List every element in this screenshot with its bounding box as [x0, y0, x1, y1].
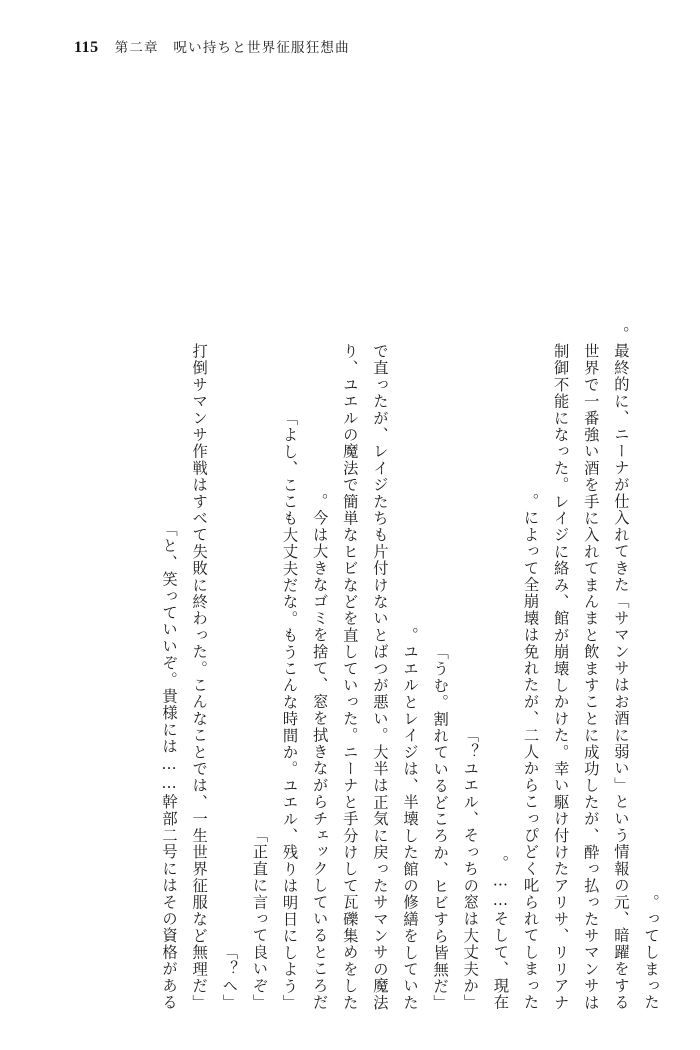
page-body	[34, 66, 666, 1018]
paragraph-line: によって全崩壊は免れたが、二人からこっぴどく叱られてしまった。	[521, 493, 540, 1011]
chapter-title: 第二章 呪い持ちと世界征服狂想曲	[114, 40, 350, 55]
paragraph-line: 今は大きなゴミを捨て、窓を拭きながらチェックしているところだ。	[310, 493, 329, 1011]
page-number: 115	[74, 39, 99, 56]
page-header	[34, 36, 666, 62]
paragraph-line: 世界で一番強い酒を手に入れてまんまと飲ますことに成功したが、酔っ払ったサマンサは	[581, 343, 600, 1011]
paragraph-line: 「打倒サマンサ作戦はすべて失敗に終わった。こんなことでは、一生世界征服など無理だ	[190, 342, 209, 1011]
paragraph-line: 最終的に、ニーナが仕入れてきた「サマンサはお酒に弱い」という情報の元、暗躍をする。	[611, 326, 630, 1011]
paragraph-line: と、笑っていいぞ。貴様には……幹部二号にはその資格がある」	[160, 521, 178, 1011]
paragraph-line: ユエルとレイジは、半壊した館の修繕をしていた。	[401, 626, 419, 1011]
paragraph-line: り、ユエルの魔法で簡単なヒビなどを直していった。ニーナと手分けして瓦礫集めをした	[340, 343, 359, 1011]
paragraph-line: 「へ？」	[220, 944, 239, 1011]
paragraph-line: 「よし、ここも大丈夫だな。もうこんな時間か。ユエル、残りは明日にしよう」	[280, 409, 299, 1011]
paragraph-line: そして、現在……。	[491, 855, 510, 1011]
vertical-text-block	[34, 66, 666, 1011]
paragraph-line: で直ったが、レイジたちも片付けないとばつが悪い。大半は正気に戻ったサマンサの魔法	[370, 343, 389, 1011]
paragraph-line: 制御不能になった。レイジに絡み、館が崩壊しかけた。幸い駆け付けたアリサ、リリアナ	[551, 343, 570, 1011]
paragraph-line: 「正直に言って良いぞ」	[250, 827, 269, 1011]
paragraph-line: ってしまった。	[642, 894, 660, 1011]
paragraph-line: 「うむ。割れているどころか、ヒビすら皆無だ」	[431, 643, 450, 1011]
paragraph-line: 「ユエル、そっちの窓は大丈夫か？」	[461, 727, 480, 1011]
